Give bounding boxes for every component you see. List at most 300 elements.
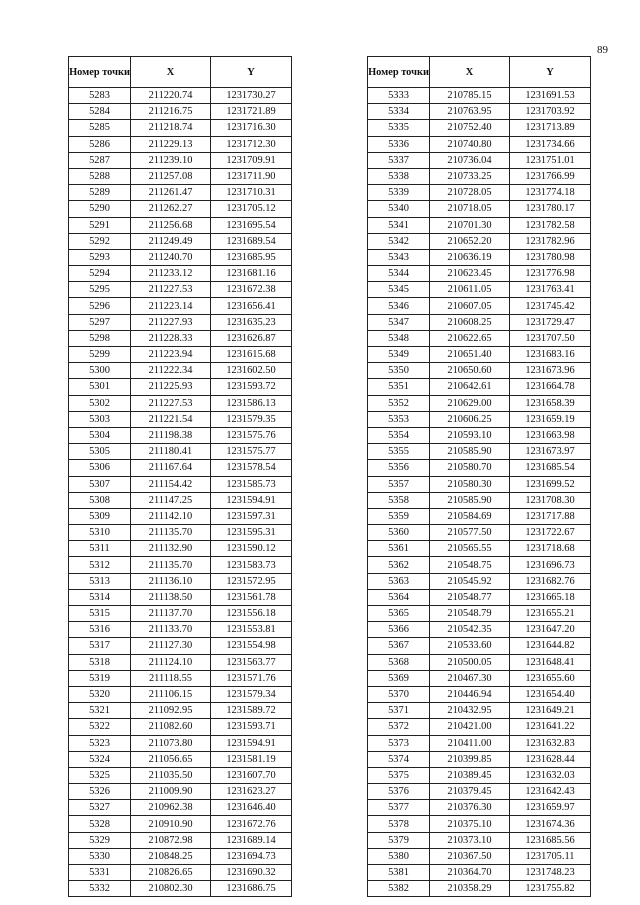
cell-y: 1231602.50 bbox=[211, 363, 292, 379]
cell-x: 210622.65 bbox=[430, 330, 510, 346]
cell-y: 1231709.91 bbox=[211, 152, 292, 168]
cell-y: 1231713.89 bbox=[510, 120, 591, 136]
cell-x: 211082.60 bbox=[131, 719, 211, 735]
cell-point-number: 5380 bbox=[368, 848, 430, 864]
cell-x: 211133.70 bbox=[131, 622, 211, 638]
cell-y: 1231694.73 bbox=[211, 848, 292, 864]
cell-point-number: 5321 bbox=[69, 703, 131, 719]
table-row bbox=[368, 638, 591, 654]
cell-point-number: 5313 bbox=[69, 573, 131, 589]
table-row bbox=[69, 136, 292, 152]
cell-x: 211222.34 bbox=[131, 363, 211, 379]
table-row bbox=[69, 832, 292, 848]
cell-point-number: 5364 bbox=[368, 589, 430, 605]
cell-point-number: 5327 bbox=[69, 800, 131, 816]
table-row bbox=[368, 298, 591, 314]
cell-x: 211257.08 bbox=[131, 168, 211, 184]
table-row bbox=[69, 266, 292, 282]
table-row bbox=[368, 816, 591, 832]
cell-y: 1231593.71 bbox=[211, 719, 292, 735]
cell-x: 210373.10 bbox=[430, 832, 510, 848]
table-row bbox=[69, 460, 292, 476]
table-row bbox=[69, 185, 292, 201]
cell-x: 211106.15 bbox=[131, 686, 211, 702]
table-row bbox=[368, 104, 591, 120]
cell-point-number: 5328 bbox=[69, 816, 131, 832]
cell-y: 1231641.22 bbox=[510, 719, 591, 735]
cell-x: 211138.50 bbox=[131, 589, 211, 605]
cell-point-number: 5295 bbox=[69, 282, 131, 298]
cell-y: 1231571.76 bbox=[211, 670, 292, 686]
table-row bbox=[368, 120, 591, 136]
cell-point-number: 5340 bbox=[368, 201, 430, 217]
table-row bbox=[69, 865, 292, 881]
cell-x: 210740.80 bbox=[430, 136, 510, 152]
cell-y: 1231623.27 bbox=[211, 784, 292, 800]
cell-point-number: 5369 bbox=[368, 670, 430, 686]
cell-y: 1231718.68 bbox=[510, 541, 591, 557]
table-row bbox=[368, 168, 591, 184]
cell-x: 210364.70 bbox=[430, 865, 510, 881]
cell-y: 1231751.01 bbox=[510, 152, 591, 168]
cell-point-number: 5307 bbox=[69, 476, 131, 492]
cell-y: 1231579.34 bbox=[211, 686, 292, 702]
cell-point-number: 5293 bbox=[69, 249, 131, 265]
cell-x: 211167.64 bbox=[131, 460, 211, 476]
coordinates-table-right bbox=[367, 56, 591, 897]
cell-y: 1231682.76 bbox=[510, 573, 591, 589]
table-row bbox=[69, 298, 292, 314]
cell-point-number: 5353 bbox=[368, 411, 430, 427]
cell-x: 210389.45 bbox=[430, 767, 510, 783]
cell-y: 1231646.40 bbox=[211, 800, 292, 816]
table-row bbox=[368, 865, 591, 881]
table-row bbox=[368, 557, 591, 573]
cell-y: 1231685.54 bbox=[510, 460, 591, 476]
cell-x: 210736.04 bbox=[430, 152, 510, 168]
cell-point-number: 5376 bbox=[368, 784, 430, 800]
table-header-row bbox=[69, 57, 292, 88]
table-row bbox=[69, 233, 292, 249]
cell-x: 210910.90 bbox=[131, 816, 211, 832]
table-row bbox=[69, 492, 292, 508]
table-row bbox=[69, 751, 292, 767]
page-number: 89 bbox=[597, 44, 608, 56]
cell-x: 210467.30 bbox=[430, 670, 510, 686]
cell-x: 211216.75 bbox=[131, 104, 211, 120]
cell-point-number: 5316 bbox=[69, 622, 131, 638]
cell-x: 211225.93 bbox=[131, 379, 211, 395]
cell-point-number: 5355 bbox=[368, 444, 430, 460]
cell-x: 211127.30 bbox=[131, 638, 211, 654]
table-row bbox=[368, 784, 591, 800]
table-row bbox=[69, 427, 292, 443]
column-header-y: Y bbox=[211, 57, 292, 88]
cell-point-number: 5301 bbox=[69, 379, 131, 395]
column-header-x: X bbox=[430, 57, 510, 88]
cell-x: 211132.90 bbox=[131, 541, 211, 557]
table-row bbox=[69, 363, 292, 379]
cell-point-number: 5331 bbox=[69, 865, 131, 881]
cell-y: 1231721.89 bbox=[211, 104, 292, 120]
table-row bbox=[368, 800, 591, 816]
cell-point-number: 5322 bbox=[69, 719, 131, 735]
cell-y: 1231553.81 bbox=[211, 622, 292, 638]
cell-x: 211118.55 bbox=[131, 670, 211, 686]
column-header-point-number: Номер точки bbox=[69, 57, 131, 88]
cell-point-number: 5341 bbox=[368, 217, 430, 233]
cell-x: 211229.13 bbox=[131, 136, 211, 152]
cell-point-number: 5335 bbox=[368, 120, 430, 136]
table-row bbox=[69, 379, 292, 395]
cell-y: 1231672.76 bbox=[211, 816, 292, 832]
cell-point-number: 5323 bbox=[69, 735, 131, 751]
cell-x: 211223.14 bbox=[131, 298, 211, 314]
cell-point-number: 5350 bbox=[368, 363, 430, 379]
cell-y: 1231664.78 bbox=[510, 379, 591, 395]
cell-x: 210500.05 bbox=[430, 654, 510, 670]
cell-y: 1231710.31 bbox=[211, 185, 292, 201]
cell-y: 1231575.76 bbox=[211, 427, 292, 443]
cell-y: 1231644.82 bbox=[510, 638, 591, 654]
cell-point-number: 5286 bbox=[69, 136, 131, 152]
table-row bbox=[368, 670, 591, 686]
cell-point-number: 5362 bbox=[368, 557, 430, 573]
cell-y: 1231712.30 bbox=[211, 136, 292, 152]
cell-x: 210580.70 bbox=[430, 460, 510, 476]
cell-point-number: 5336 bbox=[368, 136, 430, 152]
cell-x: 211137.70 bbox=[131, 606, 211, 622]
cell-point-number: 5347 bbox=[368, 314, 430, 330]
table-row bbox=[69, 152, 292, 168]
cell-point-number: 5298 bbox=[69, 330, 131, 346]
table-row bbox=[69, 719, 292, 735]
cell-x: 210421.00 bbox=[430, 719, 510, 735]
table-row bbox=[69, 444, 292, 460]
cell-x: 211092.95 bbox=[131, 703, 211, 719]
cell-y: 1231766.99 bbox=[510, 168, 591, 184]
cell-x: 211261.47 bbox=[131, 185, 211, 201]
cell-y: 1231632.03 bbox=[510, 767, 591, 783]
table-row bbox=[69, 670, 292, 686]
cell-x: 211227.53 bbox=[131, 282, 211, 298]
cell-y: 1231708.30 bbox=[510, 492, 591, 508]
cell-point-number: 5339 bbox=[368, 185, 430, 201]
cell-point-number: 5373 bbox=[368, 735, 430, 751]
table-row bbox=[368, 136, 591, 152]
cell-y: 1231691.53 bbox=[510, 88, 591, 104]
table-row bbox=[69, 249, 292, 265]
cell-x: 211227.93 bbox=[131, 314, 211, 330]
table-row bbox=[368, 88, 591, 104]
cell-point-number: 5377 bbox=[368, 800, 430, 816]
cell-x: 211218.74 bbox=[131, 120, 211, 136]
cell-x: 210623.45 bbox=[430, 266, 510, 282]
cell-point-number: 5349 bbox=[368, 347, 430, 363]
table-row bbox=[368, 314, 591, 330]
cell-y: 1231595.31 bbox=[211, 525, 292, 541]
cell-point-number: 5319 bbox=[69, 670, 131, 686]
cell-x: 210542.35 bbox=[430, 622, 510, 638]
cell-x: 211239.10 bbox=[131, 152, 211, 168]
cell-y: 1231690.32 bbox=[211, 865, 292, 881]
cell-point-number: 5292 bbox=[69, 233, 131, 249]
table-row bbox=[368, 379, 591, 395]
cell-point-number: 5309 bbox=[69, 508, 131, 524]
table-row bbox=[69, 88, 292, 104]
cell-y: 1231554.98 bbox=[211, 638, 292, 654]
cell-y: 1231649.21 bbox=[510, 703, 591, 719]
cell-y: 1231689.14 bbox=[211, 832, 292, 848]
cell-y: 1231776.98 bbox=[510, 266, 591, 282]
cell-x: 210607.05 bbox=[430, 298, 510, 314]
cell-y: 1231615.68 bbox=[211, 347, 292, 363]
cell-point-number: 5375 bbox=[368, 767, 430, 783]
cell-y: 1231581.19 bbox=[211, 751, 292, 767]
table-row bbox=[69, 816, 292, 832]
table-row bbox=[69, 800, 292, 816]
cell-y: 1231583.73 bbox=[211, 557, 292, 573]
cell-y: 1231632.83 bbox=[510, 735, 591, 751]
table-row bbox=[69, 784, 292, 800]
cell-x: 210652.20 bbox=[430, 233, 510, 249]
cell-x: 210872.98 bbox=[131, 832, 211, 848]
table-row bbox=[69, 735, 292, 751]
cell-point-number: 5337 bbox=[368, 152, 430, 168]
cell-point-number: 5354 bbox=[368, 427, 430, 443]
cell-y: 1231585.73 bbox=[211, 476, 292, 492]
table-row bbox=[368, 201, 591, 217]
cell-y: 1231695.54 bbox=[211, 217, 292, 233]
cell-point-number: 5333 bbox=[368, 88, 430, 104]
cell-point-number: 5303 bbox=[69, 411, 131, 427]
cell-point-number: 5332 bbox=[69, 881, 131, 897]
cell-point-number: 5311 bbox=[69, 541, 131, 557]
table-row bbox=[368, 395, 591, 411]
cell-y: 1231696.73 bbox=[510, 557, 591, 573]
table-row bbox=[368, 703, 591, 719]
coordinates-table-left bbox=[68, 56, 292, 897]
cell-y: 1231607.70 bbox=[211, 767, 292, 783]
cell-x: 210593.10 bbox=[430, 427, 510, 443]
cell-point-number: 5306 bbox=[69, 460, 131, 476]
table-row bbox=[69, 314, 292, 330]
cell-point-number: 5291 bbox=[69, 217, 131, 233]
cell-point-number: 5284 bbox=[69, 104, 131, 120]
cell-y: 1231597.31 bbox=[211, 508, 292, 524]
table-row bbox=[69, 120, 292, 136]
cell-point-number: 5334 bbox=[368, 104, 430, 120]
cell-x: 211056.65 bbox=[131, 751, 211, 767]
cell-y: 1231575.77 bbox=[211, 444, 292, 460]
cell-x: 211147.25 bbox=[131, 492, 211, 508]
cell-point-number: 5290 bbox=[69, 201, 131, 217]
cell-x: 211227.53 bbox=[131, 395, 211, 411]
table-row bbox=[368, 654, 591, 670]
cell-point-number: 5318 bbox=[69, 654, 131, 670]
cell-y: 1231655.60 bbox=[510, 670, 591, 686]
cell-y: 1231665.18 bbox=[510, 589, 591, 605]
cell-x: 210358.29 bbox=[430, 881, 510, 897]
cell-x: 210565.55 bbox=[430, 541, 510, 557]
cell-x: 210545.92 bbox=[430, 573, 510, 589]
cell-x: 210580.30 bbox=[430, 476, 510, 492]
cell-y: 1231685.56 bbox=[510, 832, 591, 848]
table-row bbox=[69, 881, 292, 897]
table-row bbox=[368, 266, 591, 282]
cell-point-number: 5367 bbox=[368, 638, 430, 654]
cell-y: 1231755.82 bbox=[510, 881, 591, 897]
cell-y: 1231654.40 bbox=[510, 686, 591, 702]
cell-y: 1231593.72 bbox=[211, 379, 292, 395]
cell-point-number: 5326 bbox=[69, 784, 131, 800]
cell-point-number: 5360 bbox=[368, 525, 430, 541]
cell-y: 1231658.39 bbox=[510, 395, 591, 411]
table-row bbox=[368, 735, 591, 751]
cell-x: 210701.30 bbox=[430, 217, 510, 233]
cell-point-number: 5361 bbox=[368, 541, 430, 557]
table-row bbox=[69, 654, 292, 670]
table-row bbox=[69, 686, 292, 702]
cell-y: 1231705.12 bbox=[211, 201, 292, 217]
table-row bbox=[368, 606, 591, 622]
cell-y: 1231655.21 bbox=[510, 606, 591, 622]
cell-y: 1231673.96 bbox=[510, 363, 591, 379]
cell-point-number: 5285 bbox=[69, 120, 131, 136]
table-row bbox=[69, 589, 292, 605]
cell-point-number: 5378 bbox=[368, 816, 430, 832]
cell-x: 210584.69 bbox=[430, 508, 510, 524]
table-row bbox=[368, 622, 591, 638]
cell-x: 211154.42 bbox=[131, 476, 211, 492]
table-row bbox=[69, 525, 292, 541]
cell-y: 1231716.30 bbox=[211, 120, 292, 136]
column-header-x: X bbox=[131, 57, 211, 88]
cell-y: 1231681.16 bbox=[211, 266, 292, 282]
cell-y: 1231711.90 bbox=[211, 168, 292, 184]
cell-x: 210606.25 bbox=[430, 411, 510, 427]
cell-x: 210411.00 bbox=[430, 735, 510, 751]
cell-point-number: 5283 bbox=[69, 88, 131, 104]
cell-point-number: 5352 bbox=[368, 395, 430, 411]
cell-y: 1231748.23 bbox=[510, 865, 591, 881]
table-row bbox=[368, 508, 591, 524]
table-row bbox=[368, 492, 591, 508]
cell-point-number: 5372 bbox=[368, 719, 430, 735]
cell-x: 211180.41 bbox=[131, 444, 211, 460]
table-row bbox=[69, 573, 292, 589]
cell-point-number: 5296 bbox=[69, 298, 131, 314]
table-row bbox=[368, 573, 591, 589]
cell-y: 1231579.35 bbox=[211, 411, 292, 427]
cell-x: 210548.79 bbox=[430, 606, 510, 622]
cell-x: 210577.50 bbox=[430, 525, 510, 541]
cell-x: 211135.70 bbox=[131, 525, 211, 541]
cell-point-number: 5305 bbox=[69, 444, 131, 460]
cell-point-number: 5379 bbox=[368, 832, 430, 848]
cell-x: 210733.25 bbox=[430, 168, 510, 184]
table-row bbox=[69, 848, 292, 864]
cell-x: 210826.65 bbox=[131, 865, 211, 881]
cell-x: 210533.60 bbox=[430, 638, 510, 654]
cell-x: 210629.00 bbox=[430, 395, 510, 411]
cell-y: 1231672.38 bbox=[211, 282, 292, 298]
cell-point-number: 5359 bbox=[368, 508, 430, 524]
cell-point-number: 5338 bbox=[368, 168, 430, 184]
cell-y: 1231648.41 bbox=[510, 654, 591, 670]
cell-point-number: 5310 bbox=[69, 525, 131, 541]
table-row bbox=[69, 557, 292, 573]
cell-x: 211220.74 bbox=[131, 88, 211, 104]
cell-x: 210642.61 bbox=[430, 379, 510, 395]
cell-point-number: 5346 bbox=[368, 298, 430, 314]
table-row bbox=[368, 185, 591, 201]
cell-point-number: 5357 bbox=[368, 476, 430, 492]
cell-x: 211073.80 bbox=[131, 735, 211, 751]
table-row bbox=[69, 541, 292, 557]
cell-point-number: 5287 bbox=[69, 152, 131, 168]
cell-x: 210399.85 bbox=[430, 751, 510, 767]
table-row bbox=[368, 476, 591, 492]
cell-point-number: 5381 bbox=[368, 865, 430, 881]
cell-point-number: 5363 bbox=[368, 573, 430, 589]
table-row bbox=[69, 395, 292, 411]
table-header-row bbox=[368, 57, 591, 88]
table-row bbox=[368, 217, 591, 233]
table-row bbox=[69, 606, 292, 622]
cell-point-number: 5374 bbox=[368, 751, 430, 767]
cell-y: 1231594.91 bbox=[211, 735, 292, 751]
cell-point-number: 5371 bbox=[368, 703, 430, 719]
cell-point-number: 5368 bbox=[368, 654, 430, 670]
cell-x: 211228.33 bbox=[131, 330, 211, 346]
cell-y: 1231656.41 bbox=[211, 298, 292, 314]
table-row bbox=[368, 525, 591, 541]
cell-point-number: 5356 bbox=[368, 460, 430, 476]
cell-point-number: 5370 bbox=[368, 686, 430, 702]
cell-x: 210367.50 bbox=[430, 848, 510, 864]
cell-point-number: 5329 bbox=[69, 832, 131, 848]
table-row bbox=[69, 703, 292, 719]
cell-y: 1231705.11 bbox=[510, 848, 591, 864]
table-row bbox=[69, 508, 292, 524]
cell-y: 1231774.18 bbox=[510, 185, 591, 201]
cell-x: 210650.60 bbox=[430, 363, 510, 379]
cell-x: 211142.10 bbox=[131, 508, 211, 524]
table-row bbox=[69, 217, 292, 233]
cell-y: 1231663.98 bbox=[510, 427, 591, 443]
cell-y: 1231635.23 bbox=[211, 314, 292, 330]
cell-point-number: 5330 bbox=[69, 848, 131, 864]
cell-y: 1231556.18 bbox=[211, 606, 292, 622]
cell-x: 211256.68 bbox=[131, 217, 211, 233]
table-row bbox=[69, 622, 292, 638]
column-header-point-number: Номер точки bbox=[368, 57, 430, 88]
cell-x: 211135.70 bbox=[131, 557, 211, 573]
table-row bbox=[368, 249, 591, 265]
cell-y: 1231626.87 bbox=[211, 330, 292, 346]
cell-y: 1231689.54 bbox=[211, 233, 292, 249]
table-row bbox=[69, 282, 292, 298]
cell-y: 1231594.91 bbox=[211, 492, 292, 508]
table-row bbox=[69, 330, 292, 346]
cell-y: 1231647.20 bbox=[510, 622, 591, 638]
cell-x: 211198.38 bbox=[131, 427, 211, 443]
cell-point-number: 5297 bbox=[69, 314, 131, 330]
column-header-y: Y bbox=[510, 57, 591, 88]
table-row bbox=[69, 201, 292, 217]
cell-x: 210548.77 bbox=[430, 589, 510, 605]
